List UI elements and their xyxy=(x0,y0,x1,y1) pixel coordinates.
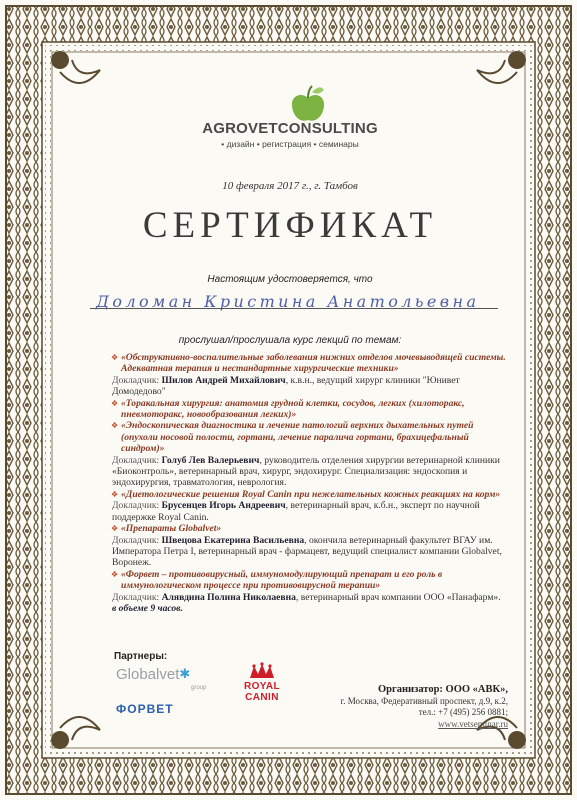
speaker-info: , руководитель отделения хирургии ветеринарной клиники «Биоконтроль», ветеринарный врач, хирург, эндохирург. Специализация: эндоскопия и эндохирургия, травматология, неврология. xyxy=(112,454,500,489)
listened-text: прослушал/прослушала курс лекций по темам: xyxy=(178,335,402,346)
certificate-title: СЕРТИФИКАТ xyxy=(142,205,438,246)
date-place: 10 февраля 2017 г., г. Тамбов xyxy=(222,180,358,192)
speaker-line xyxy=(112,375,508,398)
topics-list xyxy=(112,352,508,614)
speaker-label: Докладчик: xyxy=(112,500,160,512)
speaker-name: Алявдина Полина Николаевна xyxy=(161,591,296,603)
topic-title: «Препараты Globalvet» xyxy=(121,523,222,535)
name-underline xyxy=(90,308,498,309)
speaker-label: Докладчик: xyxy=(112,534,160,546)
partners-label: Партнеры: xyxy=(114,651,168,662)
certificate-content xyxy=(80,0,508,800)
speaker-info: , ветеринарный врач, к.б.н., эксперт по научной поддержке Royal Canin. xyxy=(112,500,480,523)
organizer-block xyxy=(302,684,508,730)
certifies-text: Настоящим удостоверяется, что xyxy=(207,274,373,285)
topic-title: «Торакальная хирургия: анатомия грудной клетки, сосудов, легких (хилоторакс, пневмоторакс, новообразования легких)» xyxy=(121,397,465,421)
speaker-line xyxy=(112,455,508,489)
speaker-info: , ветеринарный врач компании ООО «Панафарм». xyxy=(295,591,501,603)
organizer-phone: тел.: +7 (495) 256 0881; xyxy=(418,707,508,718)
speaker-line xyxy=(112,535,508,569)
brand-name: AGROVETCONSULTING xyxy=(202,120,378,137)
topic-item xyxy=(112,489,508,500)
bullet-icon: ❖ xyxy=(111,398,119,408)
topic-item xyxy=(112,523,508,534)
speaker-label: Докладчик: xyxy=(112,374,160,386)
bullet-icon: ❖ xyxy=(111,489,119,499)
speaker-name: Шилов Андрей Михайлович xyxy=(161,374,286,386)
brand-tagline: • дизайн • регистрация • семинары xyxy=(221,139,359,149)
topic-item xyxy=(112,352,508,375)
forvet-logo: ФОРВЕТ xyxy=(116,702,174,716)
royal-canin-logo: ROYAL CANIN xyxy=(243,681,281,703)
speaker-line xyxy=(112,592,508,603)
organizer-label: Организатор: ООО «АВК», xyxy=(377,684,508,695)
globalvet-group: group xyxy=(191,685,207,691)
speaker-label: Докладчик: xyxy=(112,591,160,603)
speaker-label: Докладчик: xyxy=(112,454,160,466)
speaker-name: Брусенцев Игорь Андреевич xyxy=(161,500,286,512)
speaker-name: Швецова Екатерина Васильевна xyxy=(161,534,305,546)
star-icon: ✱ xyxy=(179,666,191,681)
topic-title: «Диетологические решения Royal Canin при нежелательных кожных реакциях на корм» xyxy=(121,488,501,500)
organizer-address: г. Москва, Федеративный проспект, д.9, к.2, xyxy=(340,695,508,706)
bullet-icon: ❖ xyxy=(111,569,119,579)
bullet-icon: ❖ xyxy=(111,524,119,534)
topic-title: «Обструктивно-воспалительные заболевания нижних отделов мочевыводящей системы. Адекватная терапия и нестандартные хирургические техники» xyxy=(121,352,506,375)
globalvet-logo xyxy=(116,666,190,683)
topic-item xyxy=(112,569,508,592)
recipient-name: Доломан Кристина Анатольевна xyxy=(96,292,480,311)
speaker-info: , к.в.н., ведущий хирург клиники "Юнивет Домодедово" xyxy=(112,374,460,398)
speaker-name: Голуб Лев Валерьевич xyxy=(161,454,260,466)
topic-item xyxy=(112,398,508,421)
topic-title: «Эндоскопическая диагностика и лечение патологий верхних дыхательных путей (опухоли носовой полости, гортани, лечение паралича гортани, брахицефальный синдром)» xyxy=(121,420,474,455)
topic-title: «Форвет – противовирусный, иммуномодулирующий препарат и его роль в иммунологическом процессе при противовирусной терапии» xyxy=(121,568,443,592)
speaker-info: , окончила ветеринарный факультет ВГАУ им. Императора Петра I, ветеринарный врач - фармацевт, ведущий специалист компании Globalvet, Воронеж. xyxy=(112,534,502,569)
bullet-icon: ❖ xyxy=(111,353,119,362)
course-duration: в объеме 9 часов. xyxy=(112,602,183,614)
bullet-icon: ❖ xyxy=(111,421,119,431)
organizer-url[interactable]: www.vetseminar.ru xyxy=(438,718,508,729)
globalvet-text: Globalvet xyxy=(116,666,180,683)
topic-item xyxy=(112,420,508,454)
speaker-line xyxy=(112,500,508,523)
